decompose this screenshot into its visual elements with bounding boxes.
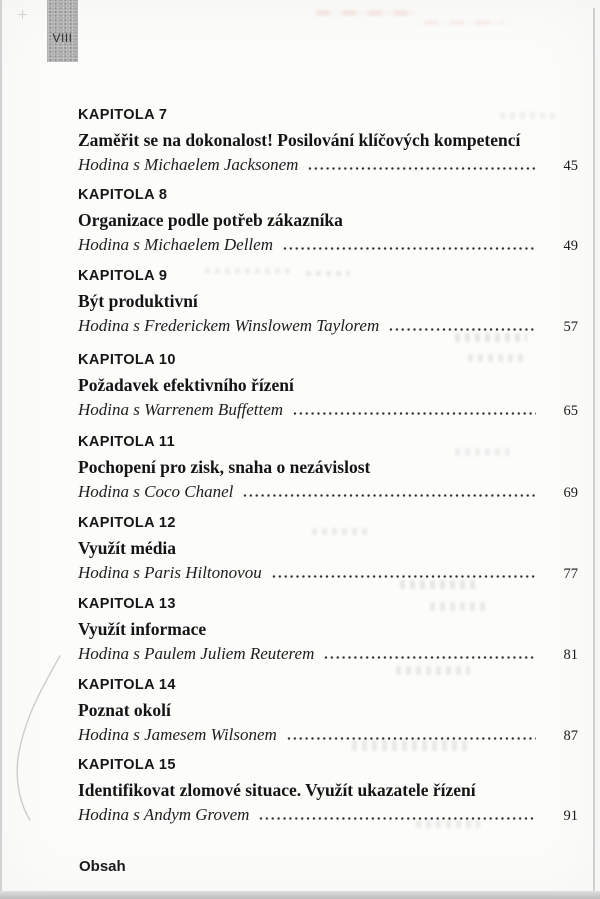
- chapter-title: Identifikovat zlomové situace. Využít ukazatele řízení: [78, 780, 476, 800]
- toc-line: [78, 561, 578, 586]
- page-number: 77: [563, 566, 578, 582]
- dot-leader: [286, 737, 536, 740]
- chapter-heading: KAPITOLA 11: [78, 434, 176, 450]
- chapter-subtitle: Hodina s Paris Hiltonovou: [78, 563, 262, 582]
- page-number: 65: [563, 403, 578, 419]
- chapter-subtitle: Hodina s Paulem Juliem Reuterem: [78, 644, 315, 663]
- scan-right-edge: [593, 8, 595, 899]
- page-number: 49: [563, 238, 578, 254]
- page-number: 91: [563, 808, 578, 824]
- chapter-heading: KAPITOLA 14: [78, 677, 176, 693]
- chapter-subtitle: Hodina s Coco Chanel: [78, 482, 234, 501]
- toc-entry-chapter-10: [78, 352, 578, 423]
- chapter-title: Poznat okolí: [78, 700, 171, 720]
- chapter-title: Požadavek efektivního řízení: [78, 375, 294, 395]
- page-number: 57: [563, 319, 578, 335]
- dot-leader: [388, 328, 536, 331]
- page-number: 45: [563, 158, 578, 174]
- show-through-smudge: [424, 20, 504, 25]
- chapter-subtitle: Hodina s Frederickem Winslowem Taylorem: [78, 316, 380, 335]
- toc-line: [78, 803, 578, 828]
- chapter-heading: KAPITOLA 12: [78, 515, 176, 531]
- chapter-title: Zaměřit se na dokonalost! Posilování klíčových kompetencí: [78, 130, 521, 150]
- chapter-subtitle: Hodina s Michaelem Jacksonem: [78, 155, 299, 174]
- chapter-title: Využít média: [78, 538, 177, 558]
- dot-leader: [282, 247, 536, 250]
- toc-entry-chapter-14: [78, 677, 578, 748]
- toc-line: [78, 723, 578, 748]
- margin-page-number-tab: [47, 0, 78, 62]
- toc-entry-chapter-15: [78, 757, 578, 828]
- toc-line: [78, 480, 578, 505]
- chapter-heading: KAPITOLA 10: [78, 352, 176, 368]
- page-number: 69: [563, 485, 578, 501]
- toc-entry-chapter-8: [78, 187, 578, 258]
- toc-line: [78, 233, 578, 258]
- footer-section-label: Obsah: [79, 858, 126, 875]
- toc-entry-chapter-11: [78, 434, 578, 505]
- margin-page-number: VIII: [52, 31, 73, 45]
- chapter-heading: KAPITOLA 13: [78, 596, 176, 612]
- dot-leader: [292, 412, 536, 415]
- chapter-title: Organizace podle potřeb zákazníka: [78, 210, 343, 230]
- toc-line: [78, 398, 578, 423]
- scan-left-edge: [0, 0, 2, 899]
- dot-leader: [323, 656, 536, 659]
- chapter-subtitle: Hodina s Andym Grovem: [78, 805, 250, 824]
- registration-mark: [18, 10, 27, 19]
- chapter-subtitle: Hodina s Jamesem Wilsonem: [78, 725, 277, 744]
- dot-leader: [271, 575, 536, 578]
- show-through-smudge: [396, 666, 470, 675]
- toc-entry-chapter-12: [78, 515, 578, 586]
- chapter-subtitle: Hodina s Warrenem Buffettem: [78, 400, 284, 419]
- chapter-title: Využít informace: [78, 619, 207, 639]
- page-number: 81: [563, 647, 578, 663]
- scan-right-margin: [595, 0, 600, 899]
- chapter-title: Pochopení pro zisk, snaha o nezávislost: [78, 457, 371, 477]
- chapter-heading: KAPITOLA 15: [78, 757, 176, 773]
- dot-leader: [258, 817, 536, 820]
- page-number: 87: [563, 728, 578, 744]
- toc-line: [78, 314, 578, 339]
- chapter-heading: KAPITOLA 8: [78, 187, 168, 203]
- show-through-smudge: [316, 10, 416, 16]
- toc-line: [78, 153, 578, 178]
- scan-bottom-edge: [0, 891, 600, 899]
- toc-line: [78, 642, 578, 667]
- dot-leader: [307, 167, 536, 170]
- chapter-title: Být produktivní: [78, 291, 198, 311]
- toc-entry-chapter-13: [78, 596, 578, 667]
- chapter-subtitle: Hodina s Michaelem Dellem: [78, 235, 273, 254]
- chapter-heading: KAPITOLA 7: [78, 107, 168, 123]
- dot-leader: [242, 494, 536, 497]
- toc-entry-chapter-9: [78, 268, 578, 339]
- chapter-heading: KAPITOLA 9: [78, 268, 168, 284]
- toc-entry-chapter-7: [78, 107, 578, 178]
